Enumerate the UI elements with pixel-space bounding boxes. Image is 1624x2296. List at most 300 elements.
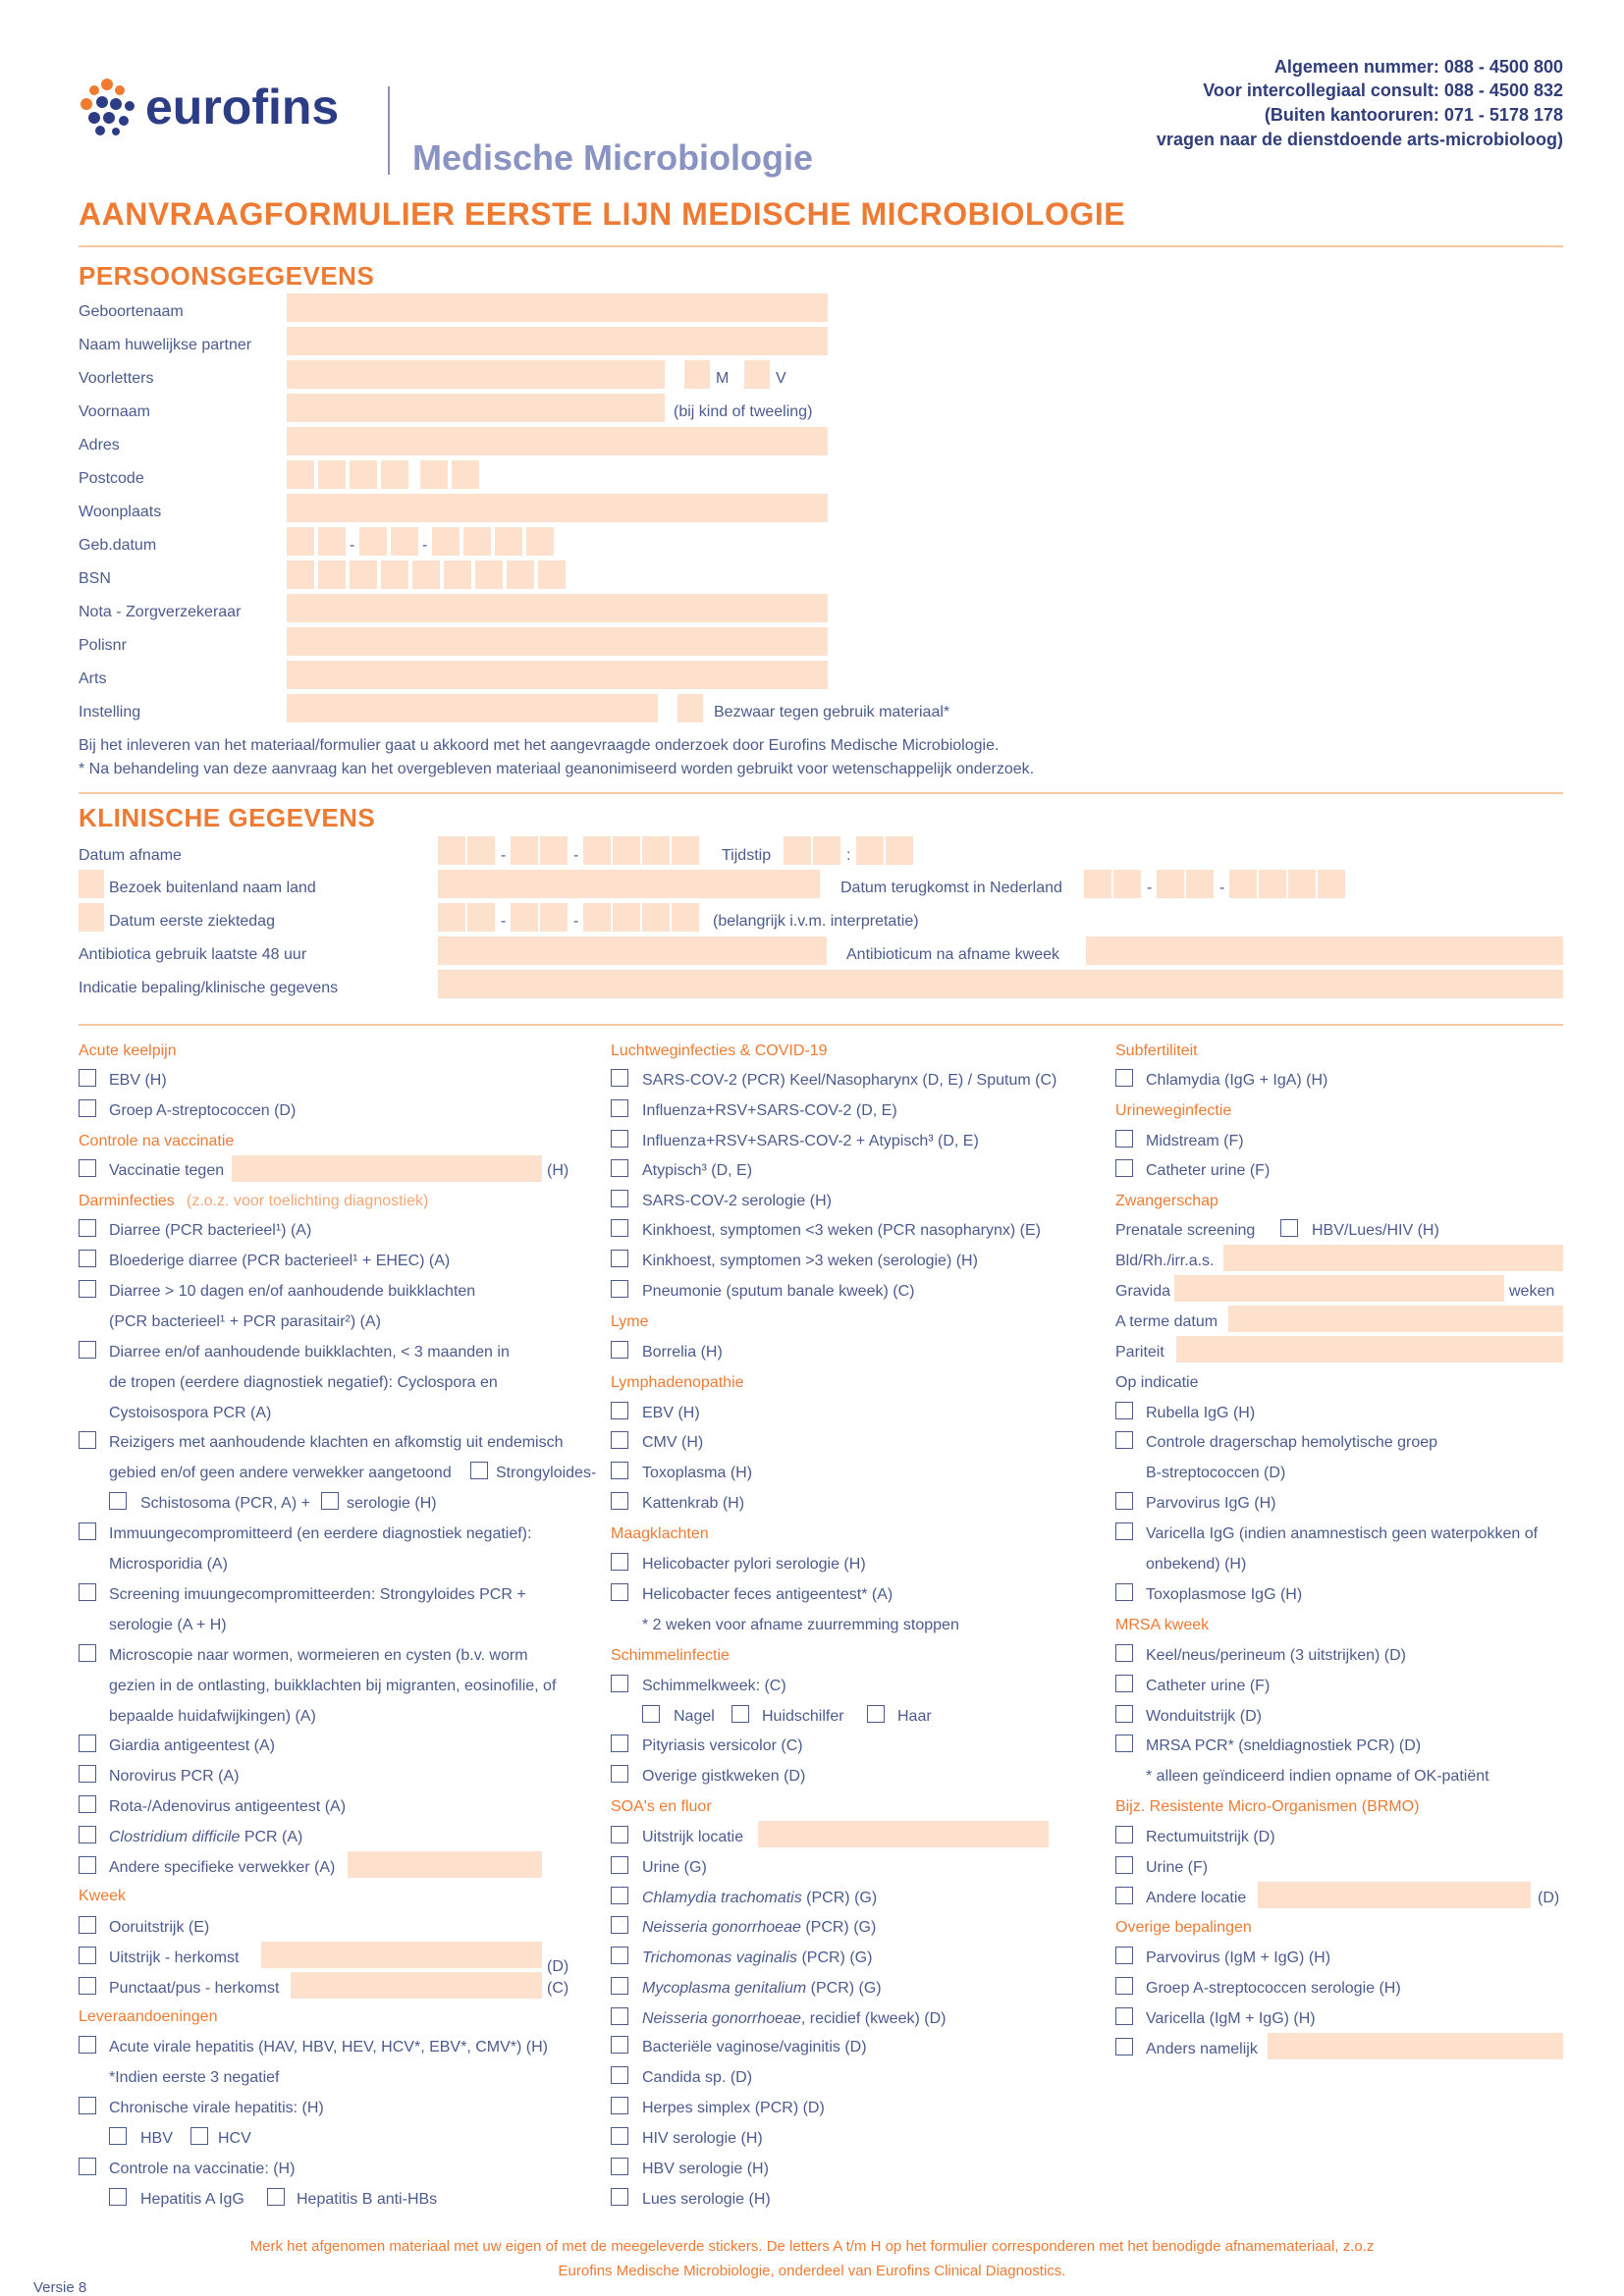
item-label: Rubella IgG (H) [1146, 1405, 1256, 1421]
input-ziek-2[interactable] [467, 903, 495, 932]
checkbox[interactable] [611, 1675, 628, 1692]
item-label: Giardia antigeentest (A) [109, 1737, 275, 1754]
label-instelling: Instelling [79, 704, 141, 721]
item-label: CMV (H) [642, 1434, 704, 1451]
checkbox[interactable] [611, 1735, 628, 1752]
input-bsn-5[interactable] [412, 561, 440, 589]
checkbox[interactable] [79, 1644, 96, 1662]
item-label: HCV [218, 2130, 251, 2147]
checkbox[interactable] [611, 1099, 628, 1117]
input-terug-7[interactable] [1288, 870, 1316, 898]
cat-schimmelinfectie: Schimmelinfectie [611, 1647, 730, 1664]
input-antibioticum[interactable] [1086, 936, 1563, 965]
item-label: Pityriasis versicolor (C) [642, 1737, 803, 1754]
italic-name: Chlamydia trachomatis [642, 1890, 802, 1906]
item-label: Hepatitis A IgG [140, 2191, 244, 2208]
input-terug-4[interactable] [1186, 870, 1214, 898]
input-antibiotica[interactable] [438, 936, 827, 965]
checkbox-eerste-ziektedag[interactable] [79, 903, 104, 932]
input-voorletters[interactable] [287, 360, 665, 389]
input-bsn-2[interactable] [318, 561, 346, 589]
input-indicatie[interactable] [438, 970, 1563, 998]
research-note: * Na behandeling van deze aanvraag kan het overgebleven materiaal geanonimiseerd worden gebruikt voor wetenschappelijk onderzoek. [79, 761, 1035, 777]
input-andere-verwekker[interactable] [348, 1851, 542, 1878]
item-label: Candida sp. (D) [642, 2069, 753, 2086]
checkbox-bezoek-buitenland[interactable] [79, 870, 104, 898]
checkbox[interactable] [611, 2097, 628, 2114]
checkbox[interactable] [190, 2127, 208, 2145]
contact-line-1: Algemeen nummer: 088 - 4500 800 [1273, 57, 1563, 77]
item-label: Influenza+RSV+SARS-COV-2 (D, E) [642, 1102, 897, 1119]
item-label [642, 1918, 876, 1938]
checkbox[interactable] [79, 1341, 96, 1359]
label-voornaam: Voornaam [79, 403, 150, 420]
interpretatie-note: (belangrijk i.v.m. interpretatie) [713, 913, 919, 930]
checkbox[interactable] [79, 1947, 96, 1964]
dash: - [350, 537, 355, 554]
checkbox[interactable] [79, 1826, 96, 1843]
checkbox[interactable] [611, 1765, 628, 1783]
checkbox[interactable] [1115, 1431, 1133, 1449]
item-label: Norovirus PCR (A) [109, 1768, 240, 1785]
item-label: Cystoisospora PCR (A) [109, 1405, 272, 1421]
input-tijd-1[interactable] [784, 836, 811, 865]
item-label [109, 1828, 302, 1847]
input-bsn-7[interactable] [475, 561, 503, 589]
dash: - [573, 913, 579, 930]
input-terug-1[interactable] [1084, 870, 1111, 898]
label-m: M [716, 370, 730, 387]
item-label: Varicella IgG (indien anamnestisch geen waterpokken of [1146, 1525, 1539, 1542]
checkbox[interactable] [109, 2127, 127, 2145]
checkbox[interactable] [611, 1130, 628, 1148]
item-label [642, 2009, 946, 2029]
dash: - [422, 537, 428, 554]
checkbox[interactable] [611, 1462, 628, 1479]
item-label: Ooruitstrijk (E) [109, 1919, 210, 1936]
label-voorletters: Voorletters [79, 370, 154, 387]
cat-subfertiliteit: Subfertiliteit [1115, 1042, 1198, 1059]
item-label: Catheter urine (F) [1146, 1162, 1271, 1179]
checkbox[interactable] [611, 1826, 628, 1843]
item-label: Helicobacter feces antigeentest* (A) [642, 1586, 893, 1603]
label-bezwaar: Bezwaar tegen gebruik materiaal* [714, 704, 950, 721]
contact-line-4: vragen naar de dienstdoende arts-microbioloog) [1156, 130, 1563, 149]
input-postcode-4[interactable] [381, 460, 408, 489]
label-woonplaats: Woonplaats [79, 504, 162, 520]
checkbox[interactable] [611, 2066, 628, 2084]
checkbox[interactable] [79, 1977, 96, 1995]
input-voornaam[interactable] [287, 394, 665, 422]
item-label: Catheter urine (F) [1146, 1678, 1271, 1694]
cat-lyme: Lyme [611, 1313, 649, 1330]
item-label: serologie (A + H) [109, 1617, 227, 1633]
item-label: Herpes simplex (PCR) (D) [642, 2100, 825, 2116]
item-label: Midstream (F) [1146, 1133, 1244, 1149]
checkbox[interactable] [79, 1583, 96, 1601]
checkbox[interactable] [267, 2188, 285, 2206]
checkbox[interactable] [321, 1492, 339, 1510]
checkbox[interactable] [1115, 1735, 1133, 1752]
input-vaccinatie[interactable] [232, 1155, 542, 1182]
input-woonplaats[interactable] [287, 494, 828, 522]
checkbox[interactable] [611, 1492, 628, 1510]
checkbox[interactable] [611, 1977, 628, 1995]
input-geb-4[interactable] [391, 527, 418, 556]
checkbox[interactable] [1115, 1492, 1133, 1510]
italic-name: Clostridium difficile [109, 1829, 241, 1845]
item-label: Diarree en/of aanhoudende buikklachten, < 3 maanden in [109, 1344, 510, 1361]
checkbox[interactable] [611, 2127, 628, 2145]
input-geb-2[interactable] [318, 527, 346, 556]
item-label [642, 1949, 872, 1968]
input-tijd-4[interactable] [886, 836, 913, 865]
item-label: Parvovirus (IgM + IgG) (H) [1146, 1949, 1331, 1966]
input-bloedgroep[interactable] [1223, 1245, 1563, 1271]
checkbox[interactable] [79, 1765, 96, 1783]
input-uitstrijk-herkomst[interactable] [261, 1942, 542, 1968]
item-label: Keel/neus/perineum (3 uitstrijken) (D) [1146, 1647, 1406, 1664]
darm-note: (z.o.z. voor toelichting diagnostiek) [187, 1193, 429, 1209]
label-tijdstip: Tijdstip [722, 847, 772, 864]
input-postcode-2[interactable] [318, 460, 346, 489]
checkbox[interactable] [611, 1402, 628, 1419]
input-terug-2[interactable] [1113, 870, 1141, 898]
item-label: Controle na vaccinatie: (H) [109, 2161, 296, 2177]
form-title: AANVRAAGFORMULIER EERSTE LIJN MEDISCHE MICROBIOLOGIE [79, 196, 1126, 232]
logo-text: eurofins [145, 80, 340, 134]
label-datum-afname: Datum afname [79, 847, 182, 864]
checkbox[interactable] [611, 1250, 628, 1267]
input-bsn-3[interactable] [350, 561, 377, 589]
item-label: (C) [547, 1980, 569, 1997]
item-label: Andere specifieke verwekker (A) [109, 1859, 336, 1876]
checkbox[interactable] [611, 1583, 628, 1601]
item-label: Microscopie naar wormen, wormeieren en cysten (b.v. worm [109, 1647, 528, 1664]
checkbox[interactable] [611, 1947, 628, 1964]
section-klinische-gegevens: KLINISCHE GEGEVENS [79, 803, 376, 832]
checkbox[interactable] [611, 1069, 628, 1087]
item-suffix: , recidief (kweek) (D) [800, 2010, 947, 2027]
item-label: Borrelia (H) [642, 1344, 723, 1361]
label-postcode: Postcode [79, 470, 144, 487]
item-label: Urine (G) [642, 1859, 707, 1876]
item-label: Reizigers met aanhoudende klachten en afkomstig uit endemisch [109, 1434, 564, 1451]
input-terug-8[interactable] [1318, 870, 1345, 898]
item-label: Groep A-streptococcen serologie (H) [1146, 1980, 1401, 1997]
checkbox[interactable] [79, 1250, 96, 1267]
checkbox[interactable] [611, 1916, 628, 1934]
item-label: de tropen (eerdere diagnostiek negatief): Cyclospora en [109, 1374, 498, 1391]
checkbox-v[interactable] [744, 360, 770, 389]
item-label: bepaalde huidafwijkingen) (A) [109, 1708, 316, 1725]
item-label: Wonduitstrijk (D) [1146, 1708, 1262, 1725]
item-label: onbekend) (H) [1146, 1556, 1247, 1573]
input-postcode-6[interactable] [452, 460, 479, 489]
item-label: Diarree (PCR bacterieel¹) (A) [109, 1222, 312, 1239]
input-partner[interactable] [287, 327, 828, 355]
cat-acute-keelpijn: Acute keelpijn [79, 1042, 177, 1059]
checkbox[interactable] [611, 1159, 628, 1177]
checkbox[interactable] [1115, 1977, 1133, 1995]
checkbox-bezwaar[interactable] [677, 694, 703, 722]
checkbox[interactable] [611, 1431, 628, 1449]
input-afname-2[interactable] [467, 836, 495, 865]
checkbox[interactable] [79, 1069, 96, 1087]
italic-name: Mycoplasma genitalium [642, 1980, 807, 1997]
checkbox[interactable] [1115, 1856, 1133, 1874]
checkbox[interactable] [1115, 2007, 1133, 2025]
label-gebdatum: Geb.datum [79, 537, 157, 554]
input-afname-6[interactable] [613, 836, 640, 865]
checkbox[interactable] [731, 1705, 749, 1723]
item-label: SARS-COV-2 serologie (H) [642, 1193, 832, 1209]
checkbox[interactable] [1115, 1705, 1133, 1723]
checkbox[interactable] [611, 1280, 628, 1298]
item-label: Schimmelkweek: (C) [642, 1678, 786, 1694]
input-geboortenaam[interactable] [287, 294, 828, 322]
item-label: Uitstrijk locatie [642, 1829, 744, 1845]
item-label: Toxoplasma (H) [642, 1465, 753, 1481]
checkbox[interactable] [79, 1795, 96, 1813]
item-suffix: (PCR) (G) [800, 1919, 877, 1936]
input-bsn-6[interactable] [444, 561, 471, 589]
item-label: Hepatitis B anti-HBs [297, 2191, 438, 2208]
item-label: EBV (H) [109, 1072, 167, 1089]
checkbox[interactable] [79, 1159, 96, 1177]
item-label: Varicella (IgM + IgG) (H) [1146, 2010, 1316, 2027]
item-label: weken [1509, 1283, 1555, 1300]
input-geb-1[interactable] [287, 527, 314, 556]
input-afname-3[interactable] [511, 836, 538, 865]
input-afname-7[interactable] [642, 836, 670, 865]
checkbox[interactable] [79, 2036, 96, 2054]
cat-leveraandoeningen: Leveraandoeningen [79, 2008, 218, 2025]
item-label: Helicobacter pylori serologie (H) [642, 1556, 866, 1573]
item-label: Schistosoma (PCR, A) + [140, 1495, 310, 1512]
item-label [642, 1889, 877, 1908]
item-label: Rectumuitstrijk (D) [1146, 1829, 1275, 1845]
input-terug-3[interactable] [1157, 870, 1184, 898]
item-label: HBV serologie (H) [642, 2161, 769, 2177]
item-label: gezien in de ontlasting, buikklachten bij migranten, eosinofilie, of [109, 1678, 557, 1694]
checkbox[interactable] [611, 2158, 628, 2175]
item-label: Andere locatie [1146, 1890, 1247, 1906]
item-label: EBV (H) [642, 1405, 700, 1421]
checkbox[interactable] [611, 1553, 628, 1571]
input-pariteit[interactable] [1176, 1336, 1563, 1362]
input-bsn-1[interactable] [287, 561, 314, 589]
checkbox[interactable] [611, 1190, 628, 1207]
input-ziek-3[interactable] [511, 903, 538, 932]
checkbox[interactable] [1115, 1159, 1133, 1177]
input-ziek-4[interactable] [540, 903, 568, 932]
item-label: Strongyloides- [496, 1465, 597, 1481]
checkbox[interactable] [1115, 1887, 1133, 1904]
input-afname-1[interactable] [438, 836, 465, 865]
input-punctaat-herkomst[interactable] [291, 1972, 542, 1999]
item-label: Microsporidia (A) [109, 1556, 228, 1573]
item-label: HBV/Lues/HIV (H) [1312, 1222, 1439, 1239]
item-suffix: (PCR) (G) [806, 1980, 882, 1997]
input-ziek-8[interactable] [672, 903, 699, 932]
cat-brmo: Bijz. Resistente Micro-Organismen (BRMO) [1115, 1798, 1420, 1815]
cat-overige-bepalingen: Overige bepalingen [1115, 1919, 1252, 1936]
item-label: Screening imuungecompromitteerden: Strongyloides PCR + [109, 1586, 526, 1603]
label-polisnr: Polisnr [79, 637, 127, 654]
dash: - [573, 847, 579, 864]
input-afname-8[interactable] [672, 836, 699, 865]
input-tijd-3[interactable] [856, 836, 884, 865]
checkbox[interactable] [611, 1856, 628, 1874]
input-bsn-4[interactable] [381, 561, 408, 589]
input-postcode-5[interactable] [420, 460, 448, 489]
checkbox[interactable] [79, 2158, 96, 2175]
checkbox[interactable] [1280, 1219, 1298, 1237]
input-instelling[interactable] [287, 694, 658, 722]
item-label: Immuungecompromitteerd (en eerdere diagnostiek negatief): [109, 1525, 532, 1542]
input-geb-8[interactable] [526, 527, 554, 556]
label-antibiotica: Antibiotica gebruik laatste 48 uur [79, 946, 307, 963]
input-zorgverzekeraar[interactable] [287, 594, 828, 622]
input-uitstrijk-locatie[interactable] [758, 1821, 1049, 1847]
item-label: Rota-/Adenovirus antigeentest (A) [109, 1798, 347, 1815]
checkbox[interactable] [79, 1431, 96, 1449]
checkbox[interactable] [1115, 1675, 1133, 1692]
checkbox[interactable] [1115, 1069, 1133, 1087]
checkbox[interactable] [1115, 1130, 1133, 1148]
input-land[interactable] [438, 870, 820, 898]
item-label: (H) [547, 1162, 569, 1179]
label-zorgverzekeraar: Nota - Zorgverzekeraar [79, 604, 242, 620]
item-label: Acute virale hepatitis (HAV, HBV, HEV, HCV*, EBV*, CMV*) (H) [109, 2039, 548, 2056]
input-ziek-5[interactable] [583, 903, 611, 932]
item-label: Bloederige diarree (PCR bacterieel¹ + EHEC) (A) [109, 1253, 451, 1269]
input-geb-3[interactable] [359, 527, 387, 556]
italic-name: Trichomonas vaginalis [642, 1949, 797, 1966]
item-label: Op indicatie [1115, 1374, 1199, 1391]
checkbox[interactable] [1115, 1826, 1133, 1843]
label-indicatie: Indicatie bepaling/klinische gegevens [79, 980, 339, 996]
checkbox[interactable] [1115, 2038, 1133, 2056]
checkbox[interactable] [611, 1341, 628, 1359]
item-label: Kattenkrab (H) [642, 1495, 745, 1512]
checkbox[interactable] [109, 2188, 127, 2206]
divider [79, 245, 1563, 247]
dash: - [1147, 880, 1153, 896]
checkbox[interactable] [79, 1916, 96, 1934]
input-bsn-8[interactable] [507, 561, 534, 589]
checkbox[interactable] [109, 1492, 127, 1510]
label-bezoek: Bezoek buitenland naam land [109, 880, 316, 896]
label-eerste-ziektedag: Datum eerste ziektedag [109, 913, 275, 930]
item-label [642, 1979, 882, 1999]
italic-name: Neisseria gonorrhoeae [642, 2010, 801, 2027]
input-geb-7[interactable] [495, 527, 522, 556]
checkbox[interactable] [611, 2036, 628, 2054]
checkbox[interactable] [79, 1280, 96, 1298]
checkbox[interactable] [79, 1856, 96, 1874]
item-label: Chronische virale hepatitis: (H) [109, 2100, 324, 2116]
input-polisnr[interactable] [287, 627, 828, 656]
input-aterme[interactable] [1228, 1306, 1563, 1332]
item-label: SARS-COV-2 (PCR) Keel/Nasopharynx (D, E) / Sputum (C) [642, 1072, 1057, 1089]
dash: - [1219, 880, 1225, 896]
label-arts: Arts [79, 670, 107, 687]
item-label: serologie (H) [347, 1495, 437, 1512]
input-arts[interactable] [287, 661, 828, 689]
input-anders-namelijk[interactable] [1268, 2033, 1563, 2059]
item-label: Groep A-streptococcen (D) [109, 1102, 297, 1119]
input-postcode-3[interactable] [350, 460, 377, 489]
item-label: Toxoplasmose IgG (H) [1146, 1586, 1303, 1603]
checkbox-m[interactable] [684, 360, 710, 389]
colon: : [846, 847, 851, 864]
checkbox[interactable] [611, 2007, 628, 2025]
label-bsn: BSN [79, 570, 111, 587]
checkbox[interactable] [611, 1219, 628, 1237]
cat-kweek: Kweek [79, 1888, 127, 1904]
item-label: A terme datum [1115, 1313, 1218, 1330]
eurofins-logo [77, 77, 371, 135]
checkbox[interactable] [79, 1099, 96, 1117]
checkbox[interactable] [1115, 1644, 1133, 1662]
checkbox[interactable] [79, 1522, 96, 1540]
checkbox[interactable] [79, 2097, 96, 2114]
input-geb-5[interactable] [432, 527, 460, 556]
input-ziek-1[interactable] [438, 903, 465, 932]
checkbox[interactable] [1115, 1947, 1133, 1964]
input-bsn-9[interactable] [538, 561, 566, 589]
checkbox[interactable] [867, 1705, 885, 1723]
checkbox[interactable] [1115, 1402, 1133, 1419]
checkbox[interactable] [611, 2188, 628, 2206]
checkbox[interactable] [1115, 1583, 1133, 1601]
checkbox[interactable] [79, 1219, 96, 1237]
cat-darminfecties: Darminfecties [79, 1193, 175, 1209]
input-terug-5[interactable] [1229, 870, 1257, 898]
item-label: Kinkhoest, symptomen >3 weken (serologie) (H) [642, 1253, 978, 1269]
input-terug-6[interactable] [1259, 870, 1286, 898]
checkbox[interactable] [470, 1462, 488, 1479]
label-v: V [776, 370, 786, 387]
input-gravida[interactable] [1174, 1275, 1504, 1302]
checkbox[interactable] [1115, 1522, 1133, 1540]
input-ziek-7[interactable] [642, 903, 670, 932]
checkbox[interactable] [79, 1735, 96, 1752]
item-label: Kinkhoest, symptomen <3 weken (PCR nasopharynx) (E) [642, 1222, 1041, 1239]
checkbox[interactable] [642, 1705, 660, 1723]
contact-line-2: Voor intercollegiaal consult: 088 - 4500 832 [1203, 80, 1563, 100]
item-label: Bld/Rh./irr.a.s. [1115, 1253, 1215, 1269]
input-andere-locatie[interactable] [1258, 1882, 1531, 1908]
checkbox[interactable] [611, 1887, 628, 1904]
input-afname-5[interactable] [583, 836, 611, 865]
input-afname-4[interactable] [540, 836, 568, 865]
input-tijd-2[interactable] [813, 836, 840, 865]
input-ziek-6[interactable] [613, 903, 640, 932]
item-label: Controle dragerschap hemolytische groep [1146, 1434, 1438, 1451]
input-postcode-1[interactable] [287, 460, 314, 489]
cat-controle-vaccinatie: Controle na vaccinatie [79, 1133, 235, 1149]
item-label: Overige gistkweken (D) [642, 1768, 806, 1785]
item-label: (D) [1538, 1890, 1560, 1906]
item-label: Bacteriële vaginose/vaginitis (D) [642, 2039, 867, 2056]
input-geb-6[interactable] [463, 527, 491, 556]
footer-company: Eurofins Medische Microbiologie, onderdeel van Eurofins Clinical Diagnostics. [558, 2263, 1066, 2279]
input-adres[interactable] [287, 427, 828, 455]
dash: - [501, 913, 507, 930]
